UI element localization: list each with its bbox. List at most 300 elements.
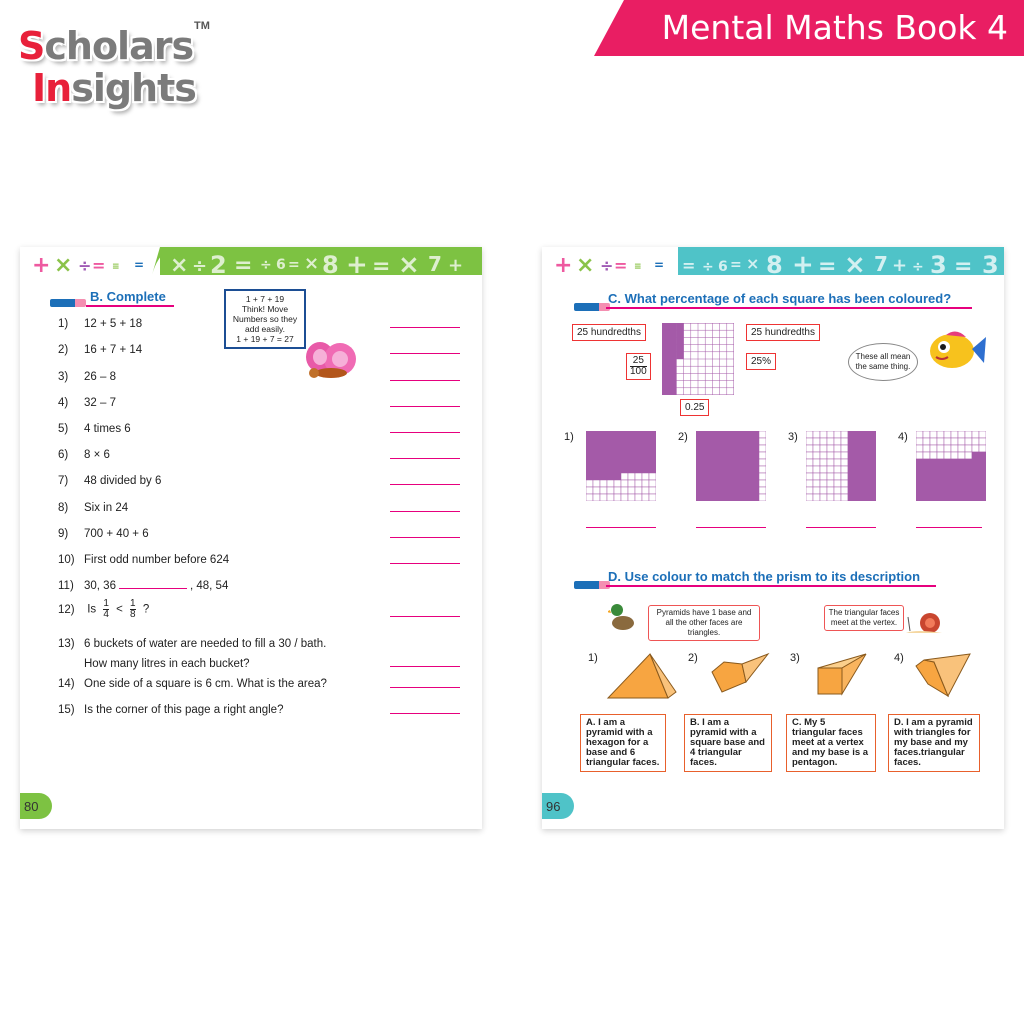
- grid-cell[interactable]: [916, 459, 923, 466]
- grid-cell[interactable]: [642, 480, 649, 487]
- grid-cell[interactable]: [649, 438, 656, 445]
- grid-cell[interactable]: [820, 431, 827, 438]
- grid-cell[interactable]: [937, 445, 944, 452]
- grid-cell[interactable]: [923, 494, 930, 501]
- answer-line-square-3[interactable]: [806, 527, 876, 528]
- grid-cell[interactable]: [979, 494, 986, 501]
- answer-line-7[interactable]: [390, 484, 460, 485]
- grid-cell[interactable]: [628, 459, 635, 466]
- grid-cell[interactable]: [710, 452, 717, 459]
- grid-cell[interactable]: [745, 480, 752, 487]
- grid-cell[interactable]: [759, 473, 766, 480]
- answer-line-6[interactable]: [390, 458, 460, 459]
- grid-cell[interactable]: [841, 494, 848, 501]
- grid-cell[interactable]: [745, 431, 752, 438]
- grid-cell[interactable]: [951, 487, 958, 494]
- answer-line-3[interactable]: [390, 380, 460, 381]
- grid-cell[interactable]: [806, 452, 813, 459]
- grid-cell[interactable]: [600, 480, 607, 487]
- grid-cell[interactable]: [834, 452, 841, 459]
- grid-cell[interactable]: [752, 438, 759, 445]
- grid-cell[interactable]: [731, 438, 738, 445]
- grid-cell[interactable]: [628, 466, 635, 473]
- grid-cell[interactable]: [979, 445, 986, 452]
- grid-cell[interactable]: [827, 494, 834, 501]
- grid-cell[interactable]: [635, 459, 642, 466]
- grid-cell[interactable]: [717, 466, 724, 473]
- grid-cell[interactable]: [813, 494, 820, 501]
- grid-cell[interactable]: [958, 487, 965, 494]
- grid-cell[interactable]: [710, 487, 717, 494]
- answer-line-square-4[interactable]: [916, 527, 982, 528]
- grid-cell[interactable]: [752, 494, 759, 501]
- grid-cell[interactable]: [607, 452, 614, 459]
- grid-cell[interactable]: [972, 445, 979, 452]
- answer-blank-11[interactable]: [119, 580, 187, 589]
- grid-cell[interactable]: [855, 466, 862, 473]
- grid-cell[interactable]: [600, 494, 607, 501]
- grid-cell[interactable]: [965, 480, 972, 487]
- grid-cell[interactable]: [834, 445, 841, 452]
- grid-cell[interactable]: [717, 473, 724, 480]
- grid-cell[interactable]: [703, 438, 710, 445]
- grid-cell[interactable]: [944, 445, 951, 452]
- grid-cell[interactable]: [869, 445, 876, 452]
- grid-cell[interactable]: [759, 487, 766, 494]
- grid-cell[interactable]: [703, 487, 710, 494]
- grid-cell[interactable]: [614, 487, 621, 494]
- grid-cell[interactable]: [916, 473, 923, 480]
- grid-cell[interactable]: [614, 431, 621, 438]
- grid-cell[interactable]: [621, 459, 628, 466]
- grid-cell[interactable]: [958, 438, 965, 445]
- grid-cell[interactable]: [965, 473, 972, 480]
- grid-cell[interactable]: [979, 452, 986, 459]
- grid-cell[interactable]: [628, 452, 635, 459]
- grid-cell[interactable]: [600, 445, 607, 452]
- grid-cell[interactable]: [965, 452, 972, 459]
- grid-cell[interactable]: [752, 452, 759, 459]
- grid-cell[interactable]: [586, 480, 593, 487]
- grid-cell[interactable]: [759, 494, 766, 501]
- grid-cell[interactable]: [745, 487, 752, 494]
- grid-cell[interactable]: [710, 473, 717, 480]
- grid-cell[interactable]: [965, 459, 972, 466]
- grid-cell[interactable]: [916, 487, 923, 494]
- grid-cell[interactable]: [600, 452, 607, 459]
- grid-cell[interactable]: [593, 459, 600, 466]
- grid-cell[interactable]: [710, 459, 717, 466]
- grid-cell[interactable]: [710, 445, 717, 452]
- grid-cell[interactable]: [937, 494, 944, 501]
- grid-cell[interactable]: [642, 494, 649, 501]
- grid-cell[interactable]: [972, 473, 979, 480]
- answer-line-8[interactable]: [390, 511, 460, 512]
- grid-cell[interactable]: [813, 452, 820, 459]
- grid-cell[interactable]: [724, 452, 731, 459]
- grid-cell[interactable]: [965, 487, 972, 494]
- grid-cell[interactable]: [806, 431, 813, 438]
- grid-cell[interactable]: [965, 431, 972, 438]
- grid-cell[interactable]: [759, 480, 766, 487]
- grid-cell[interactable]: [965, 494, 972, 501]
- grid-cell[interactable]: [635, 494, 642, 501]
- grid-cell[interactable]: [820, 473, 827, 480]
- grid-cell[interactable]: [759, 459, 766, 466]
- grid-cell[interactable]: [827, 431, 834, 438]
- grid-cell[interactable]: [703, 431, 710, 438]
- answer-line-15[interactable]: [390, 713, 460, 714]
- grid-cell[interactable]: [717, 459, 724, 466]
- grid-cell[interactable]: [951, 494, 958, 501]
- grid-cell[interactable]: [841, 452, 848, 459]
- grid-cell[interactable]: [642, 487, 649, 494]
- answer-line-4[interactable]: [390, 406, 460, 407]
- grid-cell[interactable]: [724, 466, 731, 473]
- grid-cell[interactable]: [979, 459, 986, 466]
- grid-cell[interactable]: [731, 494, 738, 501]
- grid-cell[interactable]: [586, 452, 593, 459]
- grid-cell[interactable]: [930, 473, 937, 480]
- grid-cell[interactable]: [759, 452, 766, 459]
- grid-cell[interactable]: [944, 452, 951, 459]
- grid-cell[interactable]: [820, 459, 827, 466]
- grid-cell[interactable]: [593, 431, 600, 438]
- grid-cell[interactable]: [820, 438, 827, 445]
- grid-cell[interactable]: [972, 466, 979, 473]
- grid-cell[interactable]: [930, 494, 937, 501]
- grid-cell[interactable]: [738, 487, 745, 494]
- grid-cell[interactable]: [979, 473, 986, 480]
- grid-cell[interactable]: [813, 445, 820, 452]
- grid-cell[interactable]: [586, 487, 593, 494]
- grid-cell[interactable]: [745, 473, 752, 480]
- grid-cell[interactable]: [916, 445, 923, 452]
- grid-cell[interactable]: [621, 438, 628, 445]
- grid-cell[interactable]: [862, 445, 869, 452]
- grid-cell[interactable]: [848, 473, 855, 480]
- grid-cell[interactable]: [848, 438, 855, 445]
- grid-cell[interactable]: [607, 494, 614, 501]
- description-box-a[interactable]: A. I am a pyramid with a hexagon for a base and 6 triangular faces.: [580, 714, 666, 772]
- grid-cell[interactable]: [951, 466, 958, 473]
- grid-cell[interactable]: [979, 431, 986, 438]
- grid-cell[interactable]: [834, 487, 841, 494]
- grid-cell[interactable]: [621, 431, 628, 438]
- grid-cell[interactable]: [600, 459, 607, 466]
- grid-cell[interactable]: [848, 480, 855, 487]
- grid-cell[interactable]: [642, 473, 649, 480]
- grid-cell[interactable]: [841, 438, 848, 445]
- grid-cell[interactable]: [869, 452, 876, 459]
- grid-cell[interactable]: [607, 466, 614, 473]
- grid-cell[interactable]: [855, 480, 862, 487]
- grid-cell[interactable]: [869, 459, 876, 466]
- grid-cell[interactable]: [848, 494, 855, 501]
- grid-cell[interactable]: [944, 473, 951, 480]
- grid-cell[interactable]: [745, 452, 752, 459]
- grid-cell[interactable]: [944, 487, 951, 494]
- grid-cell[interactable]: [703, 459, 710, 466]
- grid-cell[interactable]: [607, 459, 614, 466]
- grid-cell[interactable]: [806, 494, 813, 501]
- grid-cell[interactable]: [958, 431, 965, 438]
- grid-cell[interactable]: [848, 431, 855, 438]
- grid-cell[interactable]: [600, 487, 607, 494]
- grid-cell[interactable]: [731, 452, 738, 459]
- grid-cell[interactable]: [820, 480, 827, 487]
- grid-cell[interactable]: [724, 459, 731, 466]
- grid-cell[interactable]: [827, 480, 834, 487]
- grid-cell[interactable]: [923, 445, 930, 452]
- grid-cell[interactable]: [855, 459, 862, 466]
- grid-cell[interactable]: [752, 473, 759, 480]
- grid-cell[interactable]: [614, 466, 621, 473]
- grid-cell[interactable]: [600, 473, 607, 480]
- grid-cell[interactable]: [923, 452, 930, 459]
- grid-cell[interactable]: [869, 480, 876, 487]
- grid-cell[interactable]: [827, 452, 834, 459]
- grid-cell[interactable]: [855, 494, 862, 501]
- grid-cell[interactable]: [703, 473, 710, 480]
- grid-cell[interactable]: [930, 431, 937, 438]
- grid-cell[interactable]: [614, 480, 621, 487]
- grid-cell[interactable]: [600, 431, 607, 438]
- grid-cell[interactable]: [600, 438, 607, 445]
- grid-cell[interactable]: [752, 487, 759, 494]
- answer-line-1[interactable]: [390, 327, 460, 328]
- grid-cell[interactable]: [593, 487, 600, 494]
- grid-cell[interactable]: [834, 431, 841, 438]
- grid-cell[interactable]: [621, 466, 628, 473]
- grid-cell[interactable]: [813, 487, 820, 494]
- grid-cell[interactable]: [827, 473, 834, 480]
- grid-cell[interactable]: [696, 431, 703, 438]
- grid-cell[interactable]: [586, 473, 593, 480]
- grid-cell[interactable]: [827, 487, 834, 494]
- grid-cell[interactable]: [951, 480, 958, 487]
- grid-cell[interactable]: [621, 487, 628, 494]
- grid-cell[interactable]: [593, 494, 600, 501]
- grid-cell[interactable]: [621, 445, 628, 452]
- grid-cell[interactable]: [834, 494, 841, 501]
- grid-cell[interactable]: [696, 487, 703, 494]
- grid-cell[interactable]: [930, 452, 937, 459]
- grid-cell[interactable]: [621, 473, 628, 480]
- grid-cell[interactable]: [745, 466, 752, 473]
- grid-cell[interactable]: [703, 480, 710, 487]
- grid-cell[interactable]: [724, 494, 731, 501]
- description-box-c[interactable]: C. My 5 triangular faces meet at a vertex and my base is a pentagon.: [786, 714, 876, 772]
- grid-cell[interactable]: [951, 438, 958, 445]
- answer-line-square-1[interactable]: [586, 527, 656, 528]
- grid-cell[interactable]: [621, 480, 628, 487]
- grid-cell[interactable]: [869, 438, 876, 445]
- grid-cell[interactable]: [979, 438, 986, 445]
- answer-line-square-2[interactable]: [696, 527, 766, 528]
- grid-cell[interactable]: [916, 431, 923, 438]
- grid-cell[interactable]: [944, 480, 951, 487]
- grid-cell[interactable]: [593, 452, 600, 459]
- grid-cell[interactable]: [923, 431, 930, 438]
- grid-cell[interactable]: [710, 431, 717, 438]
- grid-cell[interactable]: [862, 452, 869, 459]
- grid-cell[interactable]: [937, 452, 944, 459]
- grid-cell[interactable]: [642, 438, 649, 445]
- grid-cell[interactable]: [724, 487, 731, 494]
- grid-cell[interactable]: [696, 466, 703, 473]
- grid-cell[interactable]: [635, 431, 642, 438]
- grid-cell[interactable]: [827, 445, 834, 452]
- grid-cell[interactable]: [806, 459, 813, 466]
- grid-cell[interactable]: [937, 480, 944, 487]
- grid-cell[interactable]: [635, 445, 642, 452]
- grid-cell[interactable]: [635, 480, 642, 487]
- grid-cell[interactable]: [827, 459, 834, 466]
- grid-cell[interactable]: [614, 459, 621, 466]
- grid-cell[interactable]: [813, 459, 820, 466]
- grid-cell[interactable]: [958, 466, 965, 473]
- grid-cell[interactable]: [862, 459, 869, 466]
- grid-cell[interactable]: [649, 494, 656, 501]
- answer-line-5[interactable]: [390, 432, 460, 433]
- grid-cell[interactable]: [738, 494, 745, 501]
- grid-cell[interactable]: [834, 480, 841, 487]
- grid-cell[interactable]: [841, 487, 848, 494]
- grid-cell[interactable]: [621, 494, 628, 501]
- grid-cell[interactable]: [813, 473, 820, 480]
- grid-cell[interactable]: [862, 487, 869, 494]
- hexagonal-pyramid-shape[interactable]: [914, 652, 976, 702]
- grid-cell[interactable]: [731, 473, 738, 480]
- grid-cell[interactable]: [696, 445, 703, 452]
- grid-cell[interactable]: [731, 480, 738, 487]
- grid-cell[interactable]: [696, 459, 703, 466]
- grid-cell[interactable]: [972, 480, 979, 487]
- grid-cell[interactable]: [696, 480, 703, 487]
- grid-cell[interactable]: [600, 466, 607, 473]
- grid-cell[interactable]: [820, 452, 827, 459]
- grid-cell[interactable]: [635, 438, 642, 445]
- grid-cell[interactable]: [937, 466, 944, 473]
- grid-cell[interactable]: [717, 452, 724, 459]
- grid-cell[interactable]: [703, 494, 710, 501]
- grid-cell[interactable]: [642, 445, 649, 452]
- grid-cell[interactable]: [869, 473, 876, 480]
- grid-cell[interactable]: [738, 452, 745, 459]
- grid-cell[interactable]: [635, 466, 642, 473]
- grid-cell[interactable]: [806, 438, 813, 445]
- grid-cell[interactable]: [586, 438, 593, 445]
- grid-cell[interactable]: [593, 466, 600, 473]
- grid-cell[interactable]: [593, 438, 600, 445]
- grid-cell[interactable]: [813, 480, 820, 487]
- grid-cell[interactable]: [593, 480, 600, 487]
- grid-cell[interactable]: [951, 473, 958, 480]
- grid-cell[interactable]: [696, 438, 703, 445]
- grid-cell[interactable]: [607, 431, 614, 438]
- grid-cell[interactable]: [841, 473, 848, 480]
- grid-cell[interactable]: [806, 480, 813, 487]
- answer-line-14[interactable]: [390, 687, 460, 688]
- grid-cell[interactable]: [642, 431, 649, 438]
- grid-cell[interactable]: [916, 494, 923, 501]
- grid-cell[interactable]: [649, 473, 656, 480]
- grid-cell[interactable]: [635, 452, 642, 459]
- answer-line-10[interactable]: [390, 563, 460, 564]
- grid-cell[interactable]: [703, 452, 710, 459]
- grid-cell[interactable]: [937, 438, 944, 445]
- grid-cell[interactable]: [958, 459, 965, 466]
- grid-cell[interactable]: [724, 473, 731, 480]
- answer-line-13[interactable]: [390, 666, 460, 667]
- grid-cell[interactable]: [649, 480, 656, 487]
- grid-cell[interactable]: [862, 480, 869, 487]
- grid-cell[interactable]: [827, 438, 834, 445]
- grid-cell[interactable]: [855, 473, 862, 480]
- grid-cell[interactable]: [972, 438, 979, 445]
- grid-cell[interactable]: [979, 480, 986, 487]
- grid-cell[interactable]: [593, 473, 600, 480]
- grid-cell[interactable]: [614, 494, 621, 501]
- grid-cell[interactable]: [855, 452, 862, 459]
- grid-cell[interactable]: [759, 445, 766, 452]
- grid-cell[interactable]: [642, 466, 649, 473]
- grid-cell[interactable]: [923, 473, 930, 480]
- grid-cell[interactable]: [607, 445, 614, 452]
- grid-cell[interactable]: [965, 445, 972, 452]
- grid-cell[interactable]: [930, 487, 937, 494]
- answer-line-2[interactable]: [390, 353, 460, 354]
- grid-cell[interactable]: [806, 487, 813, 494]
- grid-cell[interactable]: [717, 480, 724, 487]
- pentagonal-pyramid-shape[interactable]: [708, 652, 770, 698]
- grid-cell[interactable]: [703, 466, 710, 473]
- triangular-pyramid-shape[interactable]: [606, 652, 678, 704]
- grid-cell[interactable]: [951, 431, 958, 438]
- grid-cell[interactable]: [855, 431, 862, 438]
- grid-cell[interactable]: [869, 494, 876, 501]
- grid-cell[interactable]: [916, 466, 923, 473]
- grid-cell[interactable]: [813, 431, 820, 438]
- grid-cell[interactable]: [586, 466, 593, 473]
- grid-cell[interactable]: [979, 487, 986, 494]
- description-box-b[interactable]: B. I am a pyramid with a square base and 4 triangular faces.: [684, 714, 772, 772]
- grid-cell[interactable]: [958, 473, 965, 480]
- grid-cell[interactable]: [738, 438, 745, 445]
- grid-cell[interactable]: [724, 438, 731, 445]
- grid-cell[interactable]: [965, 438, 972, 445]
- grid-cell[interactable]: [649, 445, 656, 452]
- grid-cell[interactable]: [937, 459, 944, 466]
- grid-cell[interactable]: [806, 445, 813, 452]
- grid-cell[interactable]: [649, 487, 656, 494]
- grid-cell[interactable]: [923, 480, 930, 487]
- grid-cell[interactable]: [614, 473, 621, 480]
- grid-cell[interactable]: [855, 445, 862, 452]
- answer-line-9[interactable]: [390, 537, 460, 538]
- grid-cell[interactable]: [614, 452, 621, 459]
- grid-cell[interactable]: [586, 445, 593, 452]
- grid-cell[interactable]: [827, 466, 834, 473]
- grid-cell[interactable]: [696, 473, 703, 480]
- grid-cell[interactable]: [745, 445, 752, 452]
- grid-cell[interactable]: [710, 494, 717, 501]
- grid-cell[interactable]: [738, 445, 745, 452]
- grid-cell[interactable]: [710, 466, 717, 473]
- grid-cell[interactable]: [820, 494, 827, 501]
- grid-cell[interactable]: [752, 459, 759, 466]
